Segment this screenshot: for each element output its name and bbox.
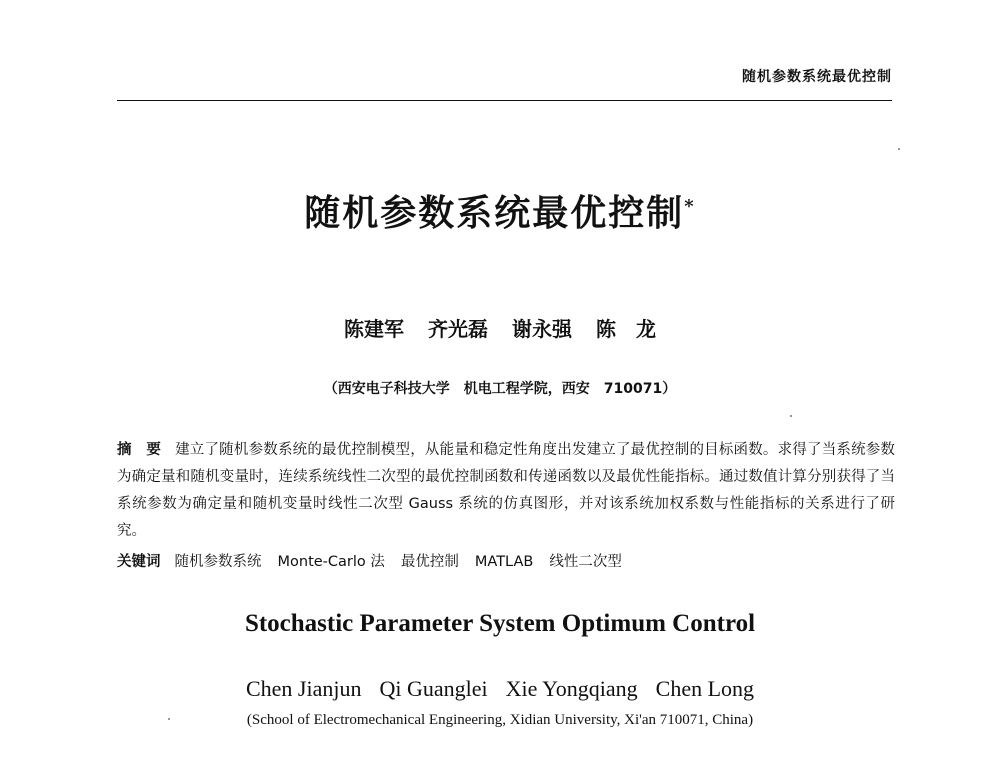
scan-speck bbox=[168, 718, 170, 720]
chinese-title bbox=[0, 185, 1000, 236]
keyword: 随机参数系统 bbox=[174, 554, 262, 570]
english-title: Stochastic Parameter System Optimum Control bbox=[244, 610, 756, 637]
keyword: 最优控制 bbox=[400, 554, 459, 570]
keywords bbox=[117, 550, 895, 571]
author-cn: 谢永强 bbox=[512, 317, 572, 341]
author-en: Qi Guanglei bbox=[379, 676, 488, 701]
english-affiliation: (School of Electromechanical Engineering, Xidian University, Xi'an 710071, China) bbox=[246, 712, 754, 728]
title-footnote-mark: * bbox=[684, 196, 696, 217]
author-cn: 齐光磊 bbox=[428, 317, 488, 341]
keywords-label: 关键词 bbox=[117, 554, 161, 570]
keyword: 线性二次型 bbox=[549, 554, 622, 570]
keyword: Monte-Carlo 法 bbox=[277, 554, 385, 570]
author-cn: 陈建军 bbox=[344, 317, 404, 341]
chinese-authors bbox=[0, 313, 1000, 342]
chinese-title-text: 随机参数系统最优控制 bbox=[304, 192, 685, 234]
english-authors bbox=[0, 676, 1000, 702]
abstract-text: 建立了随机参数系统的最优控制模型，从能量和稳定性角度出发建立了最优控制的目标函数。求得了当系统参数为确定量和随机变量时，连续系统线性二次型的最优控制函数和传递函数以及最优性能指标。通过数值计算分别获得了当系统参数为确定量和随机变量时线性二次型 Gauss 系统的仿真图形，并对该系统加权系数与性能指标的关系进行了研究。 bbox=[117, 442, 896, 539]
chinese-affiliation: （西安电子科技大学 机电工程学院，西安 710071） bbox=[323, 381, 677, 397]
author-en: Chen Long bbox=[655, 676, 755, 701]
scan-speck bbox=[790, 415, 792, 417]
author-en: Chen Jianjun bbox=[245, 676, 362, 701]
running-head: 随机参数系统最优控制 bbox=[742, 69, 892, 85]
header-rule bbox=[117, 100, 892, 101]
abstract-label: 摘 要 bbox=[117, 442, 162, 458]
scan-speck bbox=[898, 148, 900, 150]
author-en: Xie Yongqiang bbox=[505, 676, 638, 701]
keyword: MATLAB bbox=[474, 554, 534, 570]
author-cn: 陈 龙 bbox=[596, 317, 656, 341]
abstract bbox=[117, 437, 895, 545]
